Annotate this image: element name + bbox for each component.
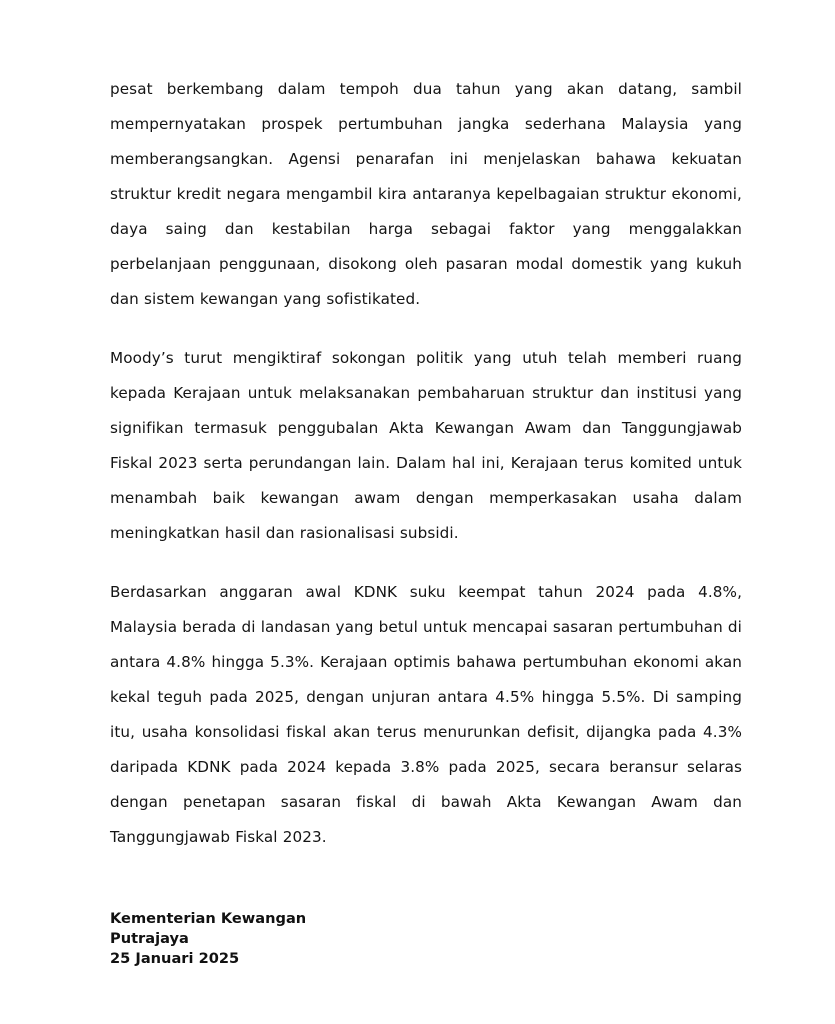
signature-block	[110, 909, 742, 969]
document-body	[110, 72, 742, 969]
signature-location: Putrajaya	[110, 930, 189, 947]
signature-date: 25 Januari 2025	[110, 950, 240, 967]
paragraph-3: Berdasarkan anggaran awal KDNK suku keempat tahun 2024 pada 4.8%, Malaysia berada di landasan yang betul untuk mencapai sasaran pertumbuhan di antara 4.8% hingga 5.3%. Kerajaan optimis bahawa pertumbuhan ekonomi akan kekal teguh pada 2025, dengan unjuran antara 4.5% hingga 5.5%. Di samping itu, usaha konsolidasi fiskal akan terus menurunkan defisit, dijangka pada 4.3% daripada KDNK pada 2024 kepada 3.8% pada 2025, secara beransur selaras dengan penetapan sasaran fiskal di bawah Akta Kewangan Awam dan Tanggungjawab Fiskal 2023.	[110, 583, 742, 846]
paragraph-1: pesat berkembang dalam tempoh dua tahun yang akan datang, sambil mempernyatakan prospek pertumbuhan jangka sederhana Malaysia yang memberangsangkan. Agensi penarafan ini menjelaskan bahawa kekuatan struktur kredit negara mengambil kira antaranya kepelbagaian struktur ekonomi, daya saing dan kestabilan harga sebagai faktor yang menggalakkan perbelanjaan penggunaan, disokong oleh pasaran modal domestik yang kukuh dan sistem kewangan yang sofistikated.	[110, 80, 742, 308]
paragraph-2: Moody’s turut mengiktiraf sokongan politik yang utuh telah memberi ruang kepada Kerajaan untuk melaksanakan pembaharuan struktur dan institusi yang signifikan termasuk penggubalan Akta Kewangan Awam dan Tanggungjawab Fiskal 2023 serta perundangan lain. Dalam hal ini, Kerajaan terus komited untuk menambah baik kewangan awam dengan memperkasakan usaha dalam meningkatkan hasil dan rasionalisasi subsidi.	[110, 349, 742, 542]
signature-organisation: Kementerian Kewangan	[110, 910, 307, 927]
